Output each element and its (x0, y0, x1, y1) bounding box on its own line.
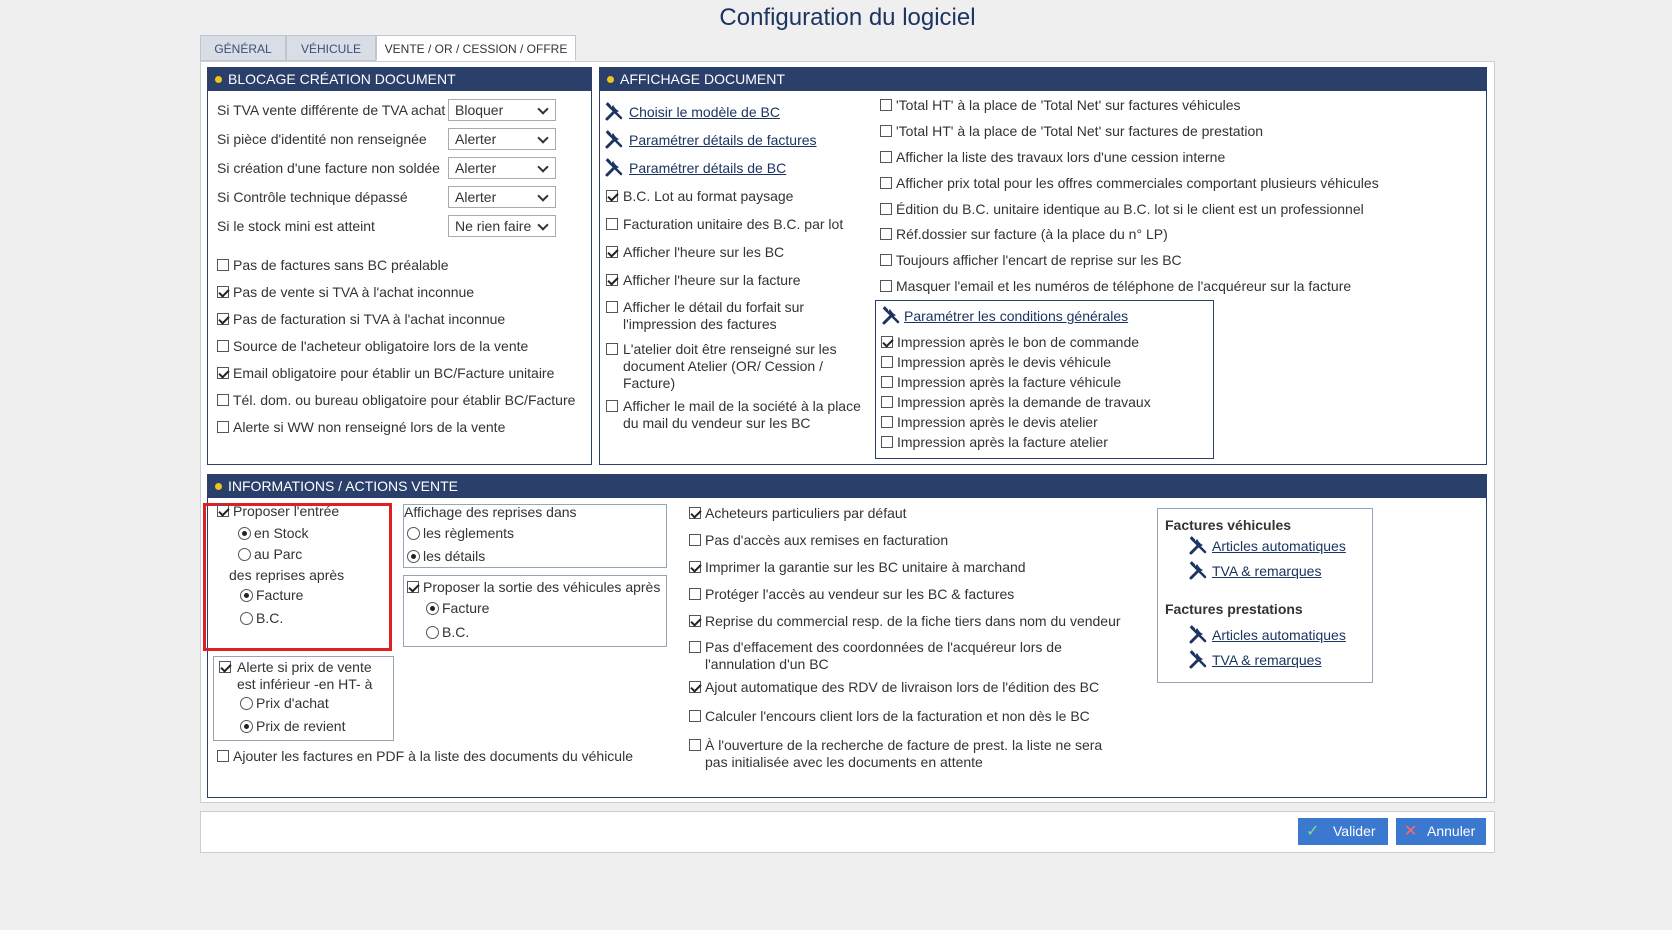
sortie-facture-radio[interactable] (426, 602, 439, 615)
affichage-left-option-checkbox[interactable] (606, 301, 618, 313)
blocage-select-label: Si Contrôle technique dépassé (217, 189, 408, 205)
chevron-down-icon (537, 190, 548, 201)
vente-option-checkbox[interactable] (689, 588, 701, 600)
vente-option-label: Calculer l'encours client lors de la facturation et non dès le BC (705, 708, 1090, 724)
vente-option-label: Pas d'accès aux remises en facturation (705, 532, 949, 548)
blocage-select-label: Si le stock mini est atteint (217, 218, 375, 234)
entree-stock-label: en Stock (254, 525, 309, 541)
ajouter-pdf-label: Ajouter les factures en PDF à la liste des documents du véhicule (233, 748, 633, 764)
entree-bc-label: B.C. (256, 610, 284, 626)
affichage-right-option-label: Afficher la liste des travaux lors d'une cession interne (896, 149, 1226, 165)
proposer-entree-label: Proposer l'entrée (233, 503, 340, 519)
affichage-right-option-checkbox[interactable] (880, 254, 892, 266)
section-affichage (599, 67, 1487, 465)
affichage-right-option-checkbox[interactable] (880, 280, 892, 292)
vente-option-label: Protéger l'accès au vendeur sur les BC & factures (705, 586, 1015, 602)
fp-articles-link[interactable]: Articles automatiques (1212, 627, 1346, 643)
vente-option-checkbox[interactable] (689, 561, 701, 573)
blocage-select-label: Si TVA vente différente de TVA achat (217, 102, 446, 118)
blocage-select[interactable] (448, 215, 556, 237)
affichage-right-option-checkbox[interactable] (880, 228, 892, 240)
section-header (208, 68, 591, 91)
valider-button[interactable] (1298, 818, 1388, 845)
affichage-left-option-label: Afficher l'heure sur les BC (623, 244, 785, 260)
bullet-icon (607, 76, 614, 83)
conditions-box (875, 300, 1214, 459)
blocage-option-label: Pas de vente si TVA à l'achat inconnue (233, 284, 475, 300)
alerte-prix-achat-radio[interactable] (240, 697, 253, 710)
section-header (208, 475, 1486, 498)
blocage-option-checkbox[interactable] (217, 259, 229, 271)
blocage-option-checkbox[interactable] (217, 313, 229, 325)
blocage-option-checkbox[interactable] (217, 367, 229, 379)
tools-icon (604, 130, 624, 150)
select-value: Alerter (455, 160, 497, 176)
section-blocage (207, 67, 592, 465)
affichage-left-option-label: L'atelier doit être renseigné sur les document Atelier (OR/ Cession / Facture) (623, 341, 837, 391)
section-title: BLOCAGE CRÉATION DOCUMENT (228, 71, 456, 87)
reprises-details-label: les détails (423, 548, 486, 564)
blocage-select[interactable] (448, 128, 556, 150)
affichage-right-option-checkbox[interactable] (880, 125, 892, 137)
vente-option-label: Acheteurs particuliers par défaut (705, 505, 907, 521)
chevron-down-icon (537, 132, 548, 143)
affichage-right-option-label: Masquer l'email et les numéros de téléphone de l'acquéreur sur la facture (896, 278, 1352, 294)
blocage-select[interactable] (448, 157, 556, 179)
affichage-link[interactable]: Choisir le modèle de BC (629, 104, 780, 120)
select-value: Bloquer (455, 102, 504, 118)
affichage-right-option-label: Réf.dossier sur facture (à la place du n° LP) (896, 226, 1168, 242)
tab-vente[interactable]: VENTE / OR / CESSION / OFFRE (376, 35, 576, 61)
blocage-option-label: Alerte si WW non renseigné lors de la vente (233, 419, 506, 435)
sortie-bc-radio[interactable] (426, 626, 439, 639)
affichage-right-option-label: 'Total HT' à la place de 'Total Net' sur factures véhicules (896, 97, 1241, 113)
entree-parc-radio[interactable] (238, 548, 251, 561)
section-title: AFFICHAGE DOCUMENT (620, 71, 785, 87)
vente-option-label: Reprise du commercial resp. de la fiche tiers dans nom du vendeur (705, 613, 1121, 629)
annuler-label: Annuler (1427, 823, 1476, 839)
affichage-left-option-label: Facturation unitaire des B.C. par lot (623, 216, 844, 232)
entree-parc-label: au Parc (254, 546, 303, 562)
blocage-select[interactable] (448, 186, 556, 208)
proposer-sortie-label: Proposer la sortie des véhicules après (423, 579, 661, 595)
tools-icon (1188, 625, 1208, 645)
affichage-left-option-checkbox[interactable] (606, 343, 618, 355)
affichage-right-option-checkbox[interactable] (880, 151, 892, 163)
fv-tva-link[interactable]: TVA & remarques (1212, 563, 1322, 579)
affichage-right-option-label: Édition du B.C. unitaire identique au B.C. lot si le client est un professionnel (896, 201, 1364, 217)
affichage-reprises-label: Affichage des reprises dans (404, 504, 577, 520)
vente-option-checkbox[interactable] (689, 681, 701, 693)
conditions-option-checkbox[interactable] (881, 336, 893, 348)
tools-icon (1188, 561, 1208, 581)
alerte-prix-achat-label: Prix d'achat (256, 695, 329, 711)
vente-option-checkbox[interactable] (689, 615, 701, 627)
bullet-icon (215, 483, 222, 490)
section-infos (207, 474, 1487, 798)
blocage-select[interactable] (448, 99, 556, 121)
reprises-details-radio[interactable] (407, 550, 420, 563)
vente-option-checkbox[interactable] (689, 739, 701, 751)
entree-stock-radio[interactable] (238, 527, 251, 540)
conditions-option-label: Impression après le devis véhicule (897, 354, 1111, 370)
reprises-reglements-label: les règlements (423, 525, 515, 541)
blocage-option-label: Source de l'acheteur obligatoire lors de la vente (233, 338, 529, 354)
conditions-option-checkbox[interactable] (881, 396, 893, 408)
affichage-right-option-checkbox[interactable] (880, 99, 892, 111)
alerte-prix-revient-label: Prix de revient (256, 718, 346, 734)
affichage-right-option-checkbox[interactable] (880, 177, 892, 189)
fp-tva-link[interactable]: TVA & remarques (1212, 652, 1322, 668)
reprises-reglements-radio[interactable] (407, 527, 420, 540)
affichage-right-option-checkbox[interactable] (880, 203, 892, 215)
blocage-option-label: Pas de factures sans BC préalable (233, 257, 449, 273)
affichage-left-option-label: Afficher le mail de la société à la place du mail du vendeur sur les BC (623, 398, 861, 431)
ajouter-pdf-checkbox[interactable] (217, 750, 229, 762)
vente-option-label: À l'ouverture de la recherche de facture de prest. la liste ne sera pas initialisée avec les documents en attente (705, 737, 1103, 770)
select-value: Alerter (455, 189, 497, 205)
entree-facture-label: Facture (256, 587, 304, 603)
conditions-link[interactable]: Paramétrer les conditions générales (904, 308, 1129, 324)
blocage-select-label: Si création d'une facture non soldée (217, 160, 440, 176)
factures-prestations-title: Factures prestations (1165, 601, 1303, 617)
blocage-option-label: Pas de facturation si TVA à l'achat inconnue (233, 311, 506, 327)
vente-option-label: Ajout automatique des RDV de livraison lors de l'édition des BC (705, 679, 1100, 695)
affichage-link[interactable]: Paramétrer détails de BC (629, 160, 787, 176)
tools-icon (1188, 536, 1208, 556)
affichage-left-option-label: Afficher l'heure sur la facture (623, 272, 801, 288)
check-icon: ✓ (1306, 823, 1320, 840)
tools-icon (604, 158, 624, 178)
affichage-left-option-checkbox[interactable] (606, 246, 618, 258)
factures-box (1157, 508, 1373, 683)
tab-vehicule[interactable]: VÉHICULE (286, 35, 376, 61)
conditions-option-label: Impression après le devis atelier (897, 414, 1098, 430)
vente-option-checkbox[interactable] (689, 710, 701, 722)
affichage-left-option-checkbox[interactable] (606, 218, 618, 230)
tab-general[interactable]: GÉNÉRAL (200, 35, 286, 61)
sortie-facture-label: Facture (442, 600, 490, 616)
valider-label: Valider (1333, 823, 1376, 839)
alerte-prix-label: Alerte si prix de vente est inférieur -en HT- à (237, 659, 373, 692)
proposer-sortie-checkbox[interactable] (407, 581, 419, 593)
chevron-down-icon (537, 161, 548, 172)
affichage-left-option-label: B.C. Lot au format paysage (623, 188, 794, 204)
entree-facture-radio[interactable] (240, 589, 253, 602)
affichage-right-option-label: Toujours afficher l'encart de reprise sur les BC (896, 252, 1182, 268)
select-value: Alerter (455, 131, 497, 147)
section-title: INFORMATIONS / ACTIONS VENTE (228, 478, 458, 494)
page-title: Configuration du logiciel (719, 4, 976, 31)
conditions-option-checkbox[interactable] (881, 416, 893, 428)
annuler-button[interactable] (1396, 818, 1486, 845)
affichage-left-option-checkbox[interactable] (606, 274, 618, 286)
reprises-apres-label: des reprises après (229, 567, 345, 583)
blocage-option-checkbox[interactable] (217, 340, 229, 352)
affichage-right-option-label: Afficher prix total pour les offres commerciales comportant plusieurs véhicules (896, 175, 1379, 191)
blocage-option-label: Tél. dom. ou bureau obligatoire pour établir BC/Facture (233, 392, 576, 408)
section-header (600, 68, 1486, 91)
alerte-prix-checkbox[interactable] (219, 661, 231, 673)
blocage-option-checkbox[interactable] (217, 286, 229, 298)
close-icon: ✕ (1404, 823, 1418, 840)
affichage-left-option-checkbox[interactable] (606, 400, 618, 412)
tools-icon (881, 306, 901, 326)
conditions-option-label: Impression après le bon de commande (897, 334, 1140, 350)
vente-option-checkbox[interactable] (689, 507, 701, 519)
blocage-option-checkbox[interactable] (217, 421, 229, 433)
fv-articles-link[interactable]: Articles automatiques (1212, 538, 1346, 554)
alerte-prix-revient-radio[interactable] (240, 720, 253, 733)
conditions-option-label: Impression après la demande de travaux (897, 394, 1151, 410)
chevron-down-icon (537, 219, 548, 230)
conditions-option-label: Impression après la facture atelier (897, 434, 1108, 450)
blocage-option-label: Email obligatoire pour établir un BC/Facture unitaire (233, 365, 555, 381)
conditions-option-checkbox[interactable] (881, 356, 893, 368)
proposer-entree-checkbox[interactable] (217, 505, 229, 517)
tools-icon (604, 102, 624, 122)
bullet-icon (215, 76, 222, 83)
blocage-option-checkbox[interactable] (217, 394, 229, 406)
chevron-down-icon (537, 103, 548, 114)
conditions-option-checkbox[interactable] (881, 436, 893, 448)
factures-vehicules-title: Factures véhicules (1165, 517, 1292, 533)
entree-bc-radio[interactable] (240, 612, 253, 625)
select-value: Ne rien faire (455, 218, 532, 234)
vente-option-checkbox[interactable] (689, 534, 701, 546)
conditions-option-checkbox[interactable] (881, 376, 893, 388)
tools-icon (1188, 650, 1208, 670)
affichage-link[interactable]: Paramétrer détails de factures (629, 132, 817, 148)
sortie-bc-label: B.C. (442, 624, 470, 640)
affichage-right-option-label: 'Total HT' à la place de 'Total Net' sur factures de prestation (896, 123, 1264, 139)
affichage-left-option-label: Afficher le détail du forfait sur l'impression des factures (623, 299, 805, 332)
vente-option-checkbox[interactable] (689, 641, 701, 653)
affichage-left-option-checkbox[interactable] (606, 190, 618, 202)
conditions-option-label: Impression après la facture véhicule (897, 374, 1122, 390)
vente-option-label: Pas d'effacement des coordonnées de l'acquéreur lors de l'annulation d'un BC (705, 639, 1062, 672)
vente-option-label: Imprimer la garantie sur les BC unitaire à marchand (705, 559, 1026, 575)
blocage-select-label: Si pièce d'identité non renseignée (217, 131, 427, 147)
